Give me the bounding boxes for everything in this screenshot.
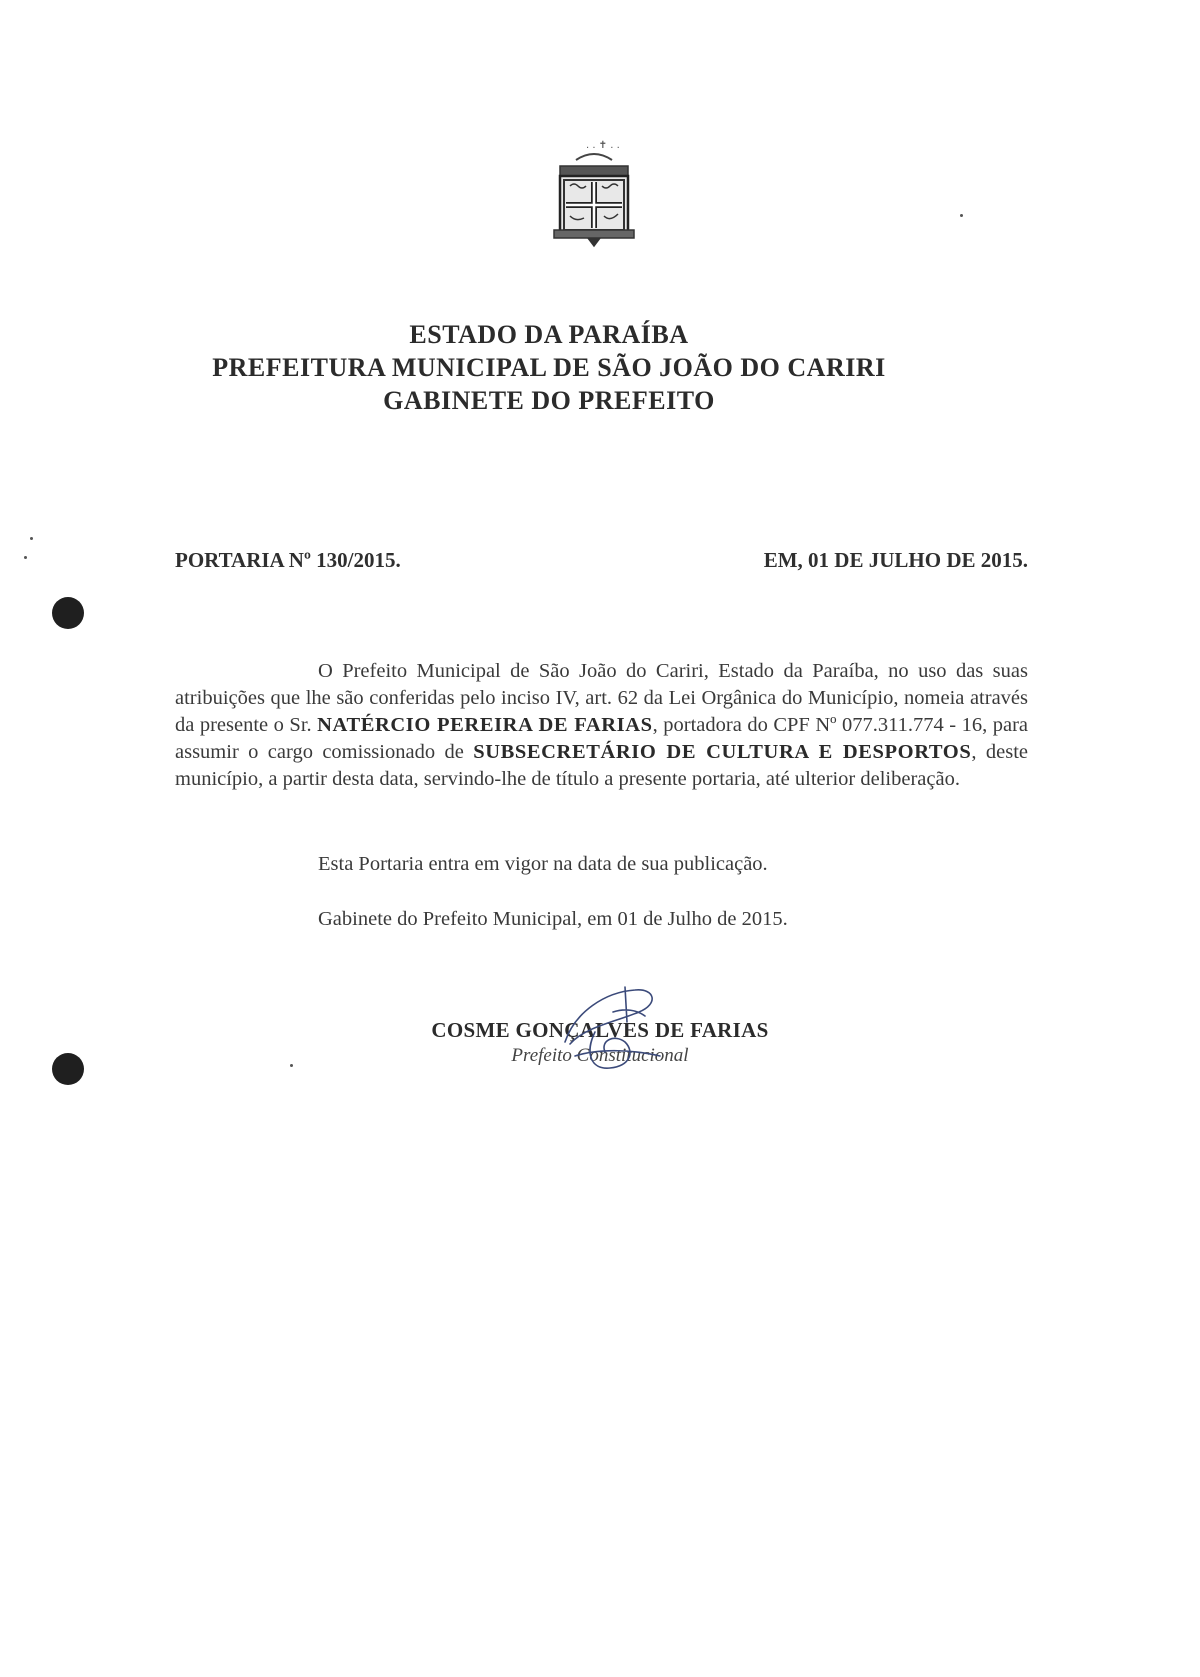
appointee-name: NATÉRCIO PEREIRA DE FARIAS (317, 714, 653, 736)
signatory-title: Prefeito Constitucional (511, 1045, 689, 1066)
scan-speck (30, 537, 33, 540)
portaria-date: EM, 01 DE JULHO DE 2015. (763, 548, 1028, 572)
vigor-paragraph: Esta Portaria entra em vigor na data de sua publicação. (318, 853, 768, 875)
appointed-position: SUBSECRETÁRIO DE CULTURA E DESPORTOS (473, 741, 972, 763)
body-text-part1: O Prefeito Municipal de São João do Cariri, Estado da Paraíba, no uso das suas atribuições que lhe são conferidas pelo inciso IV, art. 62 da Lei Orgânica do Município, nomeia através da presente o Sr. (175, 660, 1028, 736)
portaria-number: PORTARIA Nº 130/2015. (175, 548, 401, 572)
punch-hole-top (52, 597, 84, 629)
header-municipality: PREFEITURA MUNICIPAL DE SÃO JOÃO DO CARIRI (212, 353, 886, 382)
header-state: ESTADO DA PARAÍBA (409, 320, 689, 349)
closing-paragraph: Gabinete do Prefeito Municipal, em 01 de Julho de 2015. (318, 908, 788, 930)
scan-speck (290, 1064, 293, 1067)
signatory-name: COSME GONÇALVES DE FARIAS (431, 1018, 769, 1042)
scan-speck (24, 556, 27, 559)
scan-speck (960, 214, 963, 217)
punch-hole-bottom (52, 1053, 84, 1085)
body-text-part3: , deste município, a partir desta data, servindo-lhe de título a presente portaria, até ulterior deliberação. (175, 741, 1028, 790)
handwritten-signature-icon (555, 982, 665, 1077)
body-paragraph (175, 658, 1028, 793)
body-text-part2: , portadora do CPF Nº 077.311.774 - 16, para assumir o cargo comissionado de (175, 714, 1028, 763)
coat-of-arms-icon (548, 138, 640, 260)
header-office: GABINETE DO PREFEITO (383, 386, 715, 415)
document-header (0, 318, 1200, 417)
svg-text:. . ✝ . .: . . ✝ . . (586, 140, 620, 151)
